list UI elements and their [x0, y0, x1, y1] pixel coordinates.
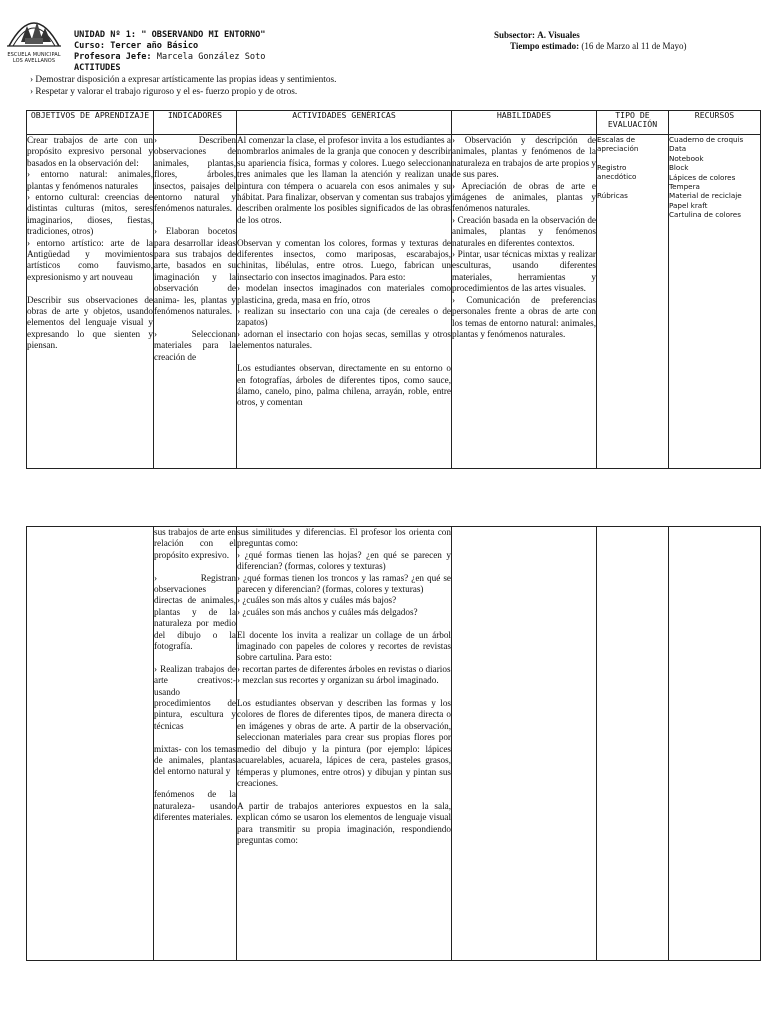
evaluacion-cell-empty [597, 527, 669, 961]
planning-table-2 [26, 526, 761, 961]
evaluacion-cell [597, 135, 669, 469]
actividad-text: › ¿cuáles son más altos y cuáles más bajos? [237, 595, 397, 606]
col-objetivos: OBJETIVOS DE APRENDIZAJE [27, 111, 154, 135]
curso-label: Curso: [74, 41, 106, 51]
indicador-text: › Elaboran bocetos para desarrollar ideas para sus trabajos de arte, basados en su imaginación y la observación de anima- les, plantas y fenómenos naturales. [154, 226, 236, 317]
objetivo-text: › entorno cultural: creencias de distintas culturas (mitos, seres imaginarios, dioses, fiestas, tradiciones, otros) [27, 192, 153, 237]
spacer [154, 215, 236, 226]
actividades-cell [237, 527, 452, 961]
habilidades-cell [452, 135, 597, 469]
habilidad-text: › Observación y descripción de animales, plantas y fenómenos de la naturaleza en trabajos de arte propios y de sus pares. [452, 135, 596, 180]
spacer [27, 283, 153, 294]
tiempo-value: (16 de Marzo al 11 de Mayo) [581, 41, 687, 51]
indicador-text: › Describen observaciones de animales, plantas, flores, árboles, insectos, paisajes del entorno natural y fenómenos naturales. [154, 135, 236, 214]
spacer [237, 618, 451, 629]
spacer [597, 182, 668, 191]
recurso-text: Lápices de colores [669, 172, 736, 182]
spacer [154, 652, 236, 663]
planning-table-1 [26, 110, 761, 469]
indicador-text: › Realizan trabajos de arte creativos:- usando procedimientos de pintura, escultura y técnicas [154, 663, 236, 731]
col-indicadores: INDICADORES [154, 111, 237, 135]
actitud-1: › Demostrar disposición a expresar artísticamente las propias ideas y sentimientos. [30, 75, 337, 85]
actividad-text: Los estudiantes observan, directamente en su entorno o en fotografías, árboles de diferentes tipos, como sauce, álamo, canelo, pino, palma chilena, arrayán, roble, entre otros, y comentan [237, 363, 451, 408]
actividades-cell [237, 135, 452, 469]
habilidad-text: › Apreciación de obras de arte e imágenes de animales, plantas y fenómenos naturales. [452, 180, 596, 214]
recursos-cell [669, 135, 761, 469]
subsector-label: Subsector: [494, 30, 535, 40]
recurso-text: Cuaderno de croquis [669, 135, 744, 144]
profesora-line [74, 52, 265, 63]
actividad-text: › mezclan sus recortes y organizan su árbol imaginado. [237, 675, 439, 686]
spacer [597, 154, 668, 163]
evaluacion-text: Rúbricas [597, 190, 628, 200]
actividad-text: Observan y comentan los colores, formas y texturas de diferentes insectos, como mariposas, escarabajos, chinitas, libélulas, entre otros. Luego, fabrican un insectario con insectos imaginados. Para esto: [237, 237, 451, 282]
spacer [154, 561, 236, 572]
profesora-label: Profesora Jefe: [74, 52, 152, 62]
recurso-text: Material de reciclaje [669, 191, 742, 201]
habilidades-cell-empty [452, 527, 597, 961]
spacer [154, 317, 236, 328]
actividad-text: › realizan su insectario con una caja (de cereales o de zapatos) [237, 306, 451, 328]
school-logo-icon [3, 8, 65, 52]
objetivo-text: › entorno artístico: arte de la Antigüedad y movimientos artísticos como fauvismo, expresionismo y art nouveau [27, 237, 153, 282]
objetivos-cell [27, 135, 154, 469]
indicador-text: sus trabajos de arte en relación con el propósito expresivo. [154, 527, 236, 560]
logo-line-1: ESCUELA MUNICIPAL [7, 52, 61, 58]
spacer [154, 778, 236, 789]
indicadores-cell [154, 527, 237, 961]
objetivos-cell-empty [27, 527, 154, 961]
subsector-value: A. Visuales [537, 30, 580, 40]
indicador-text: › Registran observaciones directas de animales, plantas y de la naturaleza por medio del dibujo o la fotografía. [154, 572, 236, 652]
indicador-text: mixtas- con los temas de animales, plantas del entorno natural y [154, 743, 236, 777]
curso-line [74, 41, 198, 52]
col-recursos: RECURSOS [669, 111, 761, 135]
actividad-text: Al comenzar la clase, el profesor invita a los estudiantes a nombrarlos animales de la granja que conocen y describir su apariencia física, formas y colores. Luego seleccionan tres animales que les llaman la atención y realizan una pintura con témpera o acuarela con esos animales y su hábitat. Para finalizar, observan y comentan sus trabajos y describen oralmente los posibles significados de las obras de los otros. [237, 135, 451, 225]
recurso-text: Tempera [669, 182, 700, 192]
curso-value: Tercer año Básico [110, 41, 199, 51]
header-row [27, 111, 761, 135]
actividad-text: › ¿cuáles son más anchos y cuáles más delgados? [237, 606, 418, 617]
tiempo-label: Tiempo estimado: [510, 41, 580, 51]
actividad-text: › modelan insectos imaginados con materiales como plasticina, greda, masa en frío, otros [237, 283, 451, 305]
actitudes-heading: ACTITUDES [74, 63, 121, 73]
actividad-text: Los estudiantes observan y describen las formas y los colores de flores de diferentes tipos, de manera directa o en imágenes y obras de arte. A partir de la observación, seleccionan materiales para crear sus propias flores por medio del dibujo y la pintura (por ejemplo: lápices acuarelables, acuarela, lápices de cera, pasteles grasos, témperas y plumones, entre otros) y dibujan y pintan sus creaciones. [237, 698, 451, 788]
spacer [237, 789, 451, 800]
indicador-text: fenómenos de la naturaleza- usando diferentes materiales. [154, 789, 236, 823]
actividad-text: › recortan partes de diferentes árboles en revistas o diarios [237, 663, 451, 674]
unidad-title: UNIDAD Nº 1: " OBSERVANDO MI ENTORNO" [74, 30, 266, 40]
recurso-text: Notebook [669, 153, 704, 163]
indicadores-cell [154, 135, 237, 469]
actividad-text: A partir de trabajos anteriores expuestos en la sala, explican cómo se usaron los elementos de lenguaje visual para transmitir su propia imaginación, respondiendo preguntas como: [237, 800, 451, 845]
objetivo-text: Describir sus observaciones de obras de arte y objetos, usando elementos del lenguaje visual y expresando lo que sienten y piensan. [27, 294, 153, 351]
actitud-2: › Respetar y valorar el trabajo riguroso y el es- fuerzo propio y de otros. [30, 87, 298, 97]
recurso-text: Cartulina de colores [669, 210, 741, 220]
col-actividades: ACTIVIDADES GENÉRICAS [237, 111, 452, 135]
objetivo-text: Crear trabajos de arte con un propósito expresivo personal y basados en la observación del: [27, 135, 153, 168]
spacer [237, 352, 451, 363]
recurso-text: Block [669, 163, 689, 173]
habilidad-text: › Pintar, usar técnicas mixtas y realizar esculturas, usando diferentes materiales, herramientas y procedimientos de las artes visuales. [452, 249, 596, 294]
profesora-value: Marcela González Soto [156, 52, 266, 62]
habilidad-text: › Creación basada en la observación de animales, plantas y fenómenos naturales en diferentes contextos. [452, 214, 596, 248]
evaluacion-text: Registro anecdótico [597, 162, 637, 182]
tiempo-line [510, 41, 686, 52]
content-row [27, 135, 761, 469]
col-habilidades: HABILIDADES [452, 111, 597, 135]
actividad-text: › ¿qué formas tienen las hojas? ¿en qué se parecen y diferencian? (formas, colores y texturas) [237, 549, 451, 572]
school-logo [3, 8, 65, 68]
habilidad-text: › Comunicación de preferencias personales frente a obras de arte con los temas de entorno natural: animales, plantas y fenómenos naturales. [452, 294, 596, 339]
content-row [27, 527, 761, 961]
actividad-text: › ¿qué formas tienen los troncos y las ramas? ¿en qué se parecen y diferencian? (formas, colores y texturas) [237, 572, 451, 595]
logo-line-2: LOS AVELLANOS [12, 58, 56, 64]
indicador-text: › Seleccionan materiales para la creación de [154, 328, 236, 362]
subsector-line [494, 30, 580, 41]
recurso-text: Papel kraft [669, 200, 708, 210]
actividad-text: › adornan el insectario con hojas secas, semillas y otros elementos naturales. [237, 328, 451, 351]
spacer [237, 687, 451, 698]
objetivo-text: › entorno natural: animales, plantas y fenómenos naturales [27, 169, 153, 191]
actividad-text: El docente los invita a realizar un collage de un árbol imaginado con papeles de colores y recortes de revistas sobre cartulina. Para esto: [237, 629, 451, 663]
spacer [237, 226, 451, 237]
evaluacion-text: Escalas de apreciación [597, 135, 639, 154]
recurso-text: Data [669, 144, 687, 154]
actividad-text: sus similitudes y diferencias. El profesor los orienta con preguntas como: [237, 527, 451, 549]
col-evaluacion: TIPO DE EVALUACIÓN [597, 111, 669, 135]
spacer [154, 732, 236, 743]
recursos-cell-empty [669, 527, 761, 961]
